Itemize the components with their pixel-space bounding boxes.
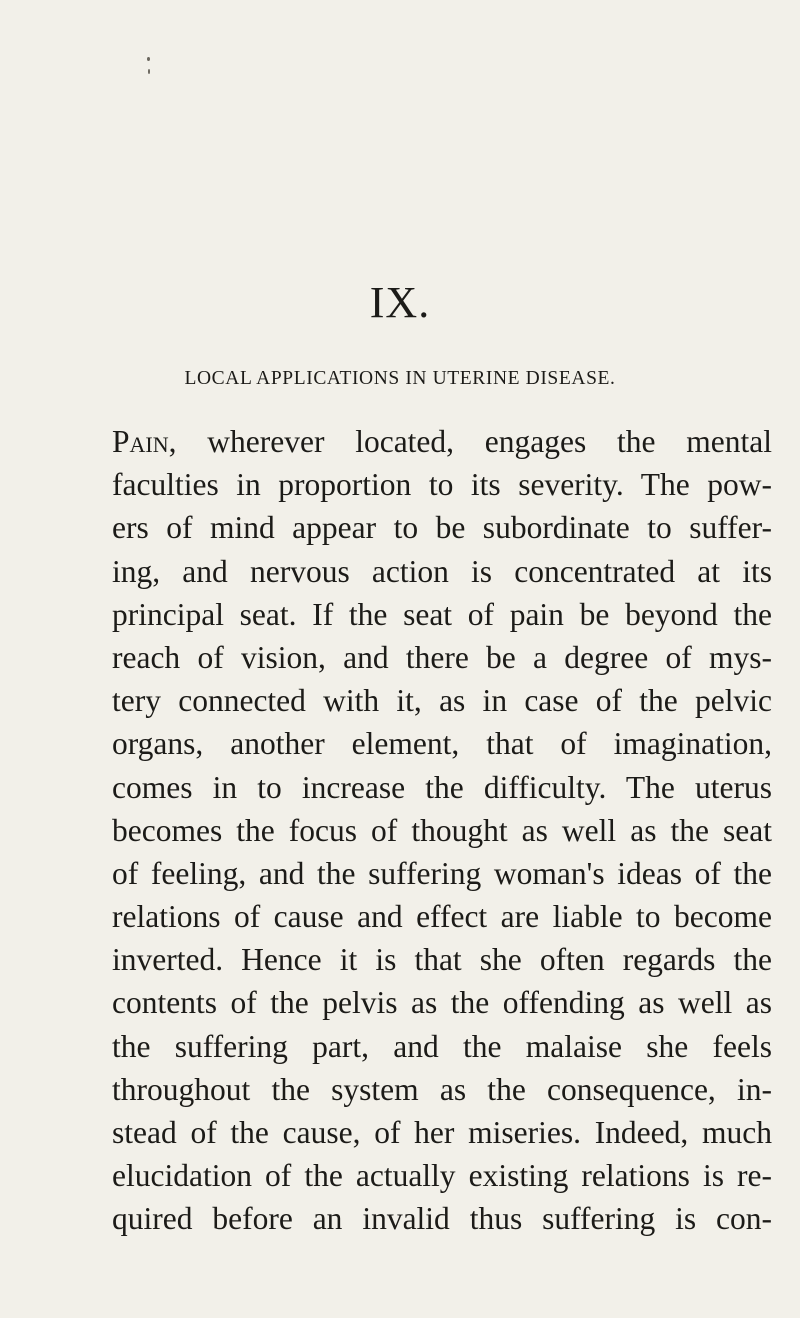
text-line: comes in to increase the difficulty. The uterus [112,769,772,805]
text-line: of feeling, and the suffering woman's ideas of the [112,855,772,891]
text-line: faculties in proportion to its severity. The pow- [112,467,772,503]
text-line: reach of vision, and there be a degree of mys- [112,639,772,675]
text-line: relations of cause and effect are liable to become [112,899,772,935]
text-line: throughout the system as the consequence, in- [112,1071,772,1107]
print-speck [147,57,150,61]
text-line: the suffering part, and the malaise she feels [112,1028,772,1064]
lead-word: Pain, [112,424,177,459]
text-line: quired before an invalid thus suffering is con- [112,1201,772,1237]
text-line: principal seat. If the seat of pain be beyond the [112,596,772,632]
text-line: organs, another element, that of imagination, [112,726,772,762]
text-line: elucidation of the actually existing relations is re- [112,1158,772,1194]
chapter-title: LOCAL APPLICATIONS IN UTERINE DISEASE. [184,368,616,389]
chapter-number: IX. [369,278,431,327]
print-speck [148,69,150,74]
text-line: inverted. Hence it is that she often regards the [112,942,772,978]
text-line: ing, and nervous action is concentrated at its [112,553,772,589]
text-line [112,420,772,463]
text-line: stead of the cause, of her miseries. Indeed, much [112,1115,772,1150]
text-line: becomes the focus of thought as well as the seat [112,812,772,848]
text-line: ers of mind appear to be subordinate to suffer- [112,510,772,546]
first-line-text: wherever located, engages the mental [176,424,772,459]
text-line: contents of the pelvis as the offending as well as [112,985,772,1021]
text-line: tery connected with it, as in case of the pelvic [112,683,772,719]
body-paragraph [112,420,772,1241]
